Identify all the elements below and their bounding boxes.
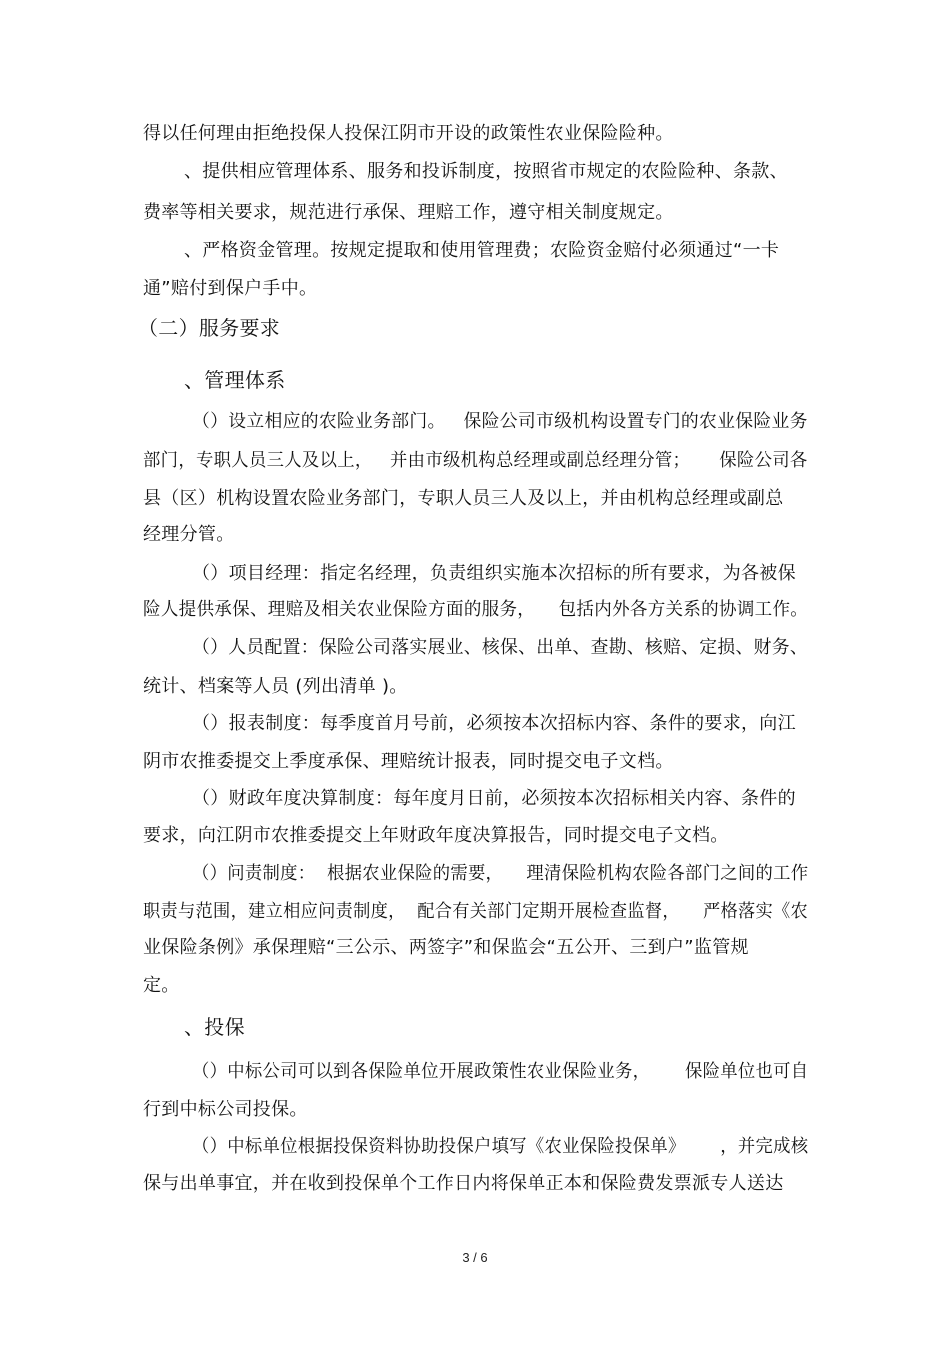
body-line: 行到中标公司投保。 [143,1099,308,1120]
body-line: 保与出单事宜，并在收到投保单个工作日内将保单正本和保险费发票派专人送达 [143,1173,784,1194]
body-line: 阴市农推委提交上季度承保、理赔统计报表，同时提交电子文档。 [143,751,674,772]
body-line: 部门，专职人员三人及以上， 并由市级机构总经理或副总经理分管； 保险公司各 [143,450,808,471]
body-line: 得以任何理由拒绝投保人投保江阴市开设的政策性农业保险险种。 [143,123,674,144]
body-line: （）人员配置：保险公司落实展业、核保、出单、查勘、核赔、定损、财务、 [192,637,808,658]
body-line: 通”赔付到保户手中。 [143,278,318,299]
subsection-heading: 、管理体系 [184,368,286,392]
body-line: 、严格资金管理。按规定提取和使用管理费；农险资金赔付必须通过“一卡 [184,240,780,261]
body-line: 要求，向江阴市农推委提交上年财政年度决算报告，同时提交电子文档。 [143,825,729,846]
body-line: 定。 [143,975,180,996]
body-line: （）问责制度： 根据农业保险的需要， 理清保险机构农险各部门之间的工作 [192,863,809,884]
body-line: 费率等相关要求，规范进行承保、理赔工作，遵守相关制度规定。 [143,202,674,223]
body-line: 险人提供承保、理赔及相关农业保险方面的服务， 包括内外各方关系的协调工作。 [143,599,809,620]
section-heading: （二）服务要求 [138,316,281,340]
body-line: 统计、档案等人员 (列出清单 )。 [143,676,408,697]
body-line: （）设立相应的农险业务部门。 保险公司市级机构设置专门的农业保险业务 [192,411,808,432]
body-line: 、提供相应管理体系、服务和投诉制度，按照省市规定的农险险种、条款、 [184,161,788,182]
subsection-heading: 、投保 [184,1015,245,1039]
page-number: 3 / 6 [462,1250,488,1265]
body-line: （）报表制度：每季度首月号前，必须按本次招标内容、条件的要求，向江 [192,713,796,734]
body-line: 职责与范围，建立相应问责制度， 配合有关部门定期开展检查监督， 严格落实《农 [143,901,809,922]
body-line: （）中标单位根据投保资料协助投保户填写《农业保险投保单》 ，并完成核 [192,1136,809,1157]
body-line: 经理分管。 [143,524,235,545]
body-line: （）财政年度决算制度：每年度月日前，必须按本次招标相关内容、条件的 [192,788,796,809]
body-line: （）项目经理：指定名经理，负责组织实施本次招标的所有要求，为各被保 [192,563,796,584]
body-line: （）中标公司可以到各保险单位开展政策性农业保险业务， 保险单位也可自 [192,1061,809,1082]
body-line: 县（区）机构设置农险业务部门，专职人员三人及以上，并由机构总经理或副总 [143,488,784,509]
body-line: 业保险条例》承保理赔“三公示、两签字”和保监会“五公开、三到户”监管规 [143,937,749,958]
